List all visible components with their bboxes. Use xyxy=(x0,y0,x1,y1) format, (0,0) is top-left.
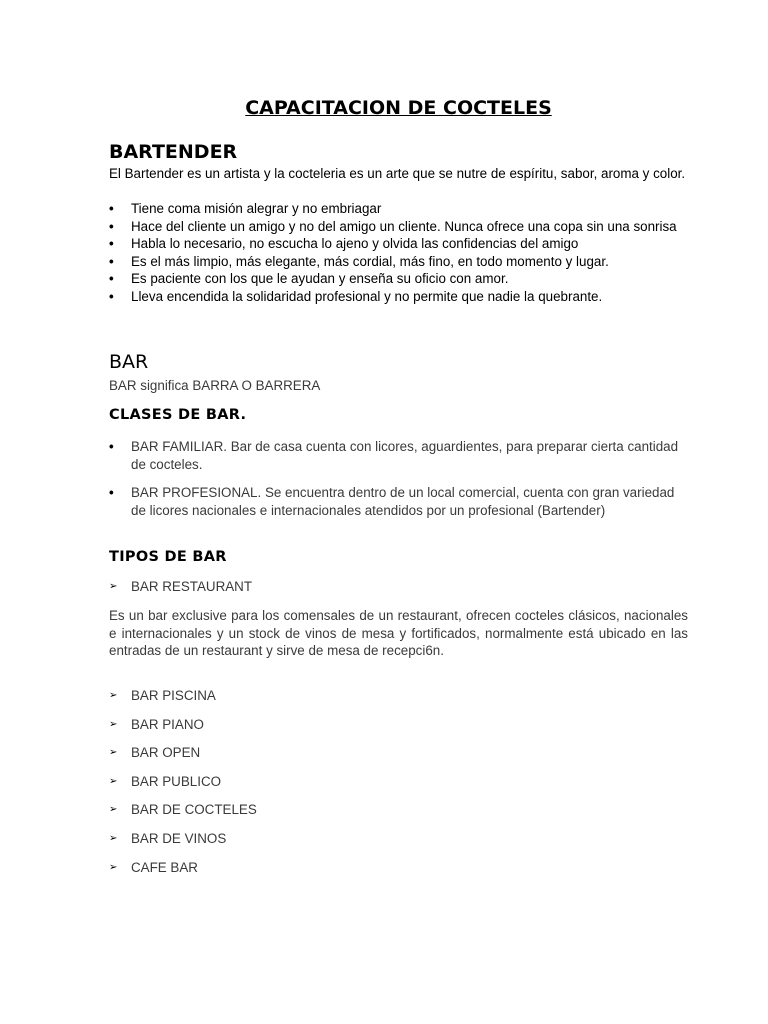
list-item: • Habla lo necesario, no escucha lo ajeno y olvida las confidencias del amigo xyxy=(109,236,579,252)
list-item: ➢ BAR DE COCTELES xyxy=(109,802,257,817)
bullet-icon: • xyxy=(109,218,114,234)
tipos-heading: TIPOS DE BAR xyxy=(109,549,227,565)
arrow-bullet-icon: ➢ xyxy=(109,581,118,592)
arrow-bullet-icon: ➢ xyxy=(109,833,118,844)
list-item: • Es paciente con los que le ayudan y enseña su oficio con amor. xyxy=(109,271,509,287)
list-item: ➢ BAR PUBLICO xyxy=(109,774,222,789)
bartender-bullet-list xyxy=(109,200,688,306)
clases-list xyxy=(109,438,688,530)
bartender-heading: BARTENDER xyxy=(109,141,238,163)
list-item: • Lleva encendida la solidaridad profesional y no permite que nadie la quebrante. xyxy=(109,288,603,304)
list-item: ➢ BAR DE VINOS xyxy=(109,831,227,846)
bar-heading: BAR xyxy=(109,351,149,373)
list-item: • Es el más limpio, más elegante, más cordial, más fino, en todo momento y lugar. xyxy=(109,253,609,269)
page-title: CAPACITACION DE COCTELES xyxy=(245,97,552,119)
bar-subtitle: BAR significa BARRA O BARRERA xyxy=(109,378,321,393)
list-item: • Hace del cliente un amigo y no del amigo un cliente. Nunca ofrece una copa sin una sonrisa xyxy=(109,218,677,234)
bartender-intro: El Bartender es un artista y la cocteleria es un arte que se nutre de espíritu, sabor, aroma y color. xyxy=(109,166,686,181)
arrow-bullet-icon: ➢ xyxy=(109,690,118,701)
bullet-icon: • xyxy=(109,485,114,501)
clases-heading: CLASES DE BAR. xyxy=(109,407,247,423)
bullet-icon: • xyxy=(109,439,114,454)
bullet-icon: • xyxy=(109,201,114,216)
list-item: • Tiene coma misión alegrar y no embriagar xyxy=(109,201,382,216)
list-item: ➢ BAR PISCINA xyxy=(109,688,216,703)
arrow-bullet-icon: ➢ xyxy=(109,862,118,873)
arrow-bullet-icon: ➢ xyxy=(109,776,118,787)
arrow-bullet-icon: ➢ xyxy=(109,804,118,815)
arrow-bullet-icon: ➢ xyxy=(109,719,118,730)
bullet-icon: • xyxy=(109,253,114,269)
arrow-bullet-icon: ➢ xyxy=(109,747,118,758)
list-item: ➢ CAFE BAR xyxy=(109,860,198,875)
list-item: ➢ BAR PIANO xyxy=(109,717,204,732)
list-item: ➢ BAR RESTAURANT xyxy=(109,579,253,594)
bullet-icon: • xyxy=(109,271,114,287)
list-item: • BAR FAMILIAR. Bar de casa cuenta con licores, aguardientes, para preparar cierta cantidad de cocteles. xyxy=(109,439,679,472)
bullet-icon: • xyxy=(109,288,114,304)
bar-restaurant-description: Es un bar exclusive para los comensales de un restaurant, ofrecen cocteles clásicos, nacionales e internacionales y un stock de vinos de mesa y fortificados, normalmente está ubicado en las entradas de un restaurant y sirve de mesa de recepci6n. xyxy=(109,608,688,659)
list-item: ➢ BAR OPEN xyxy=(109,745,201,760)
bullet-icon: • xyxy=(109,236,114,252)
list-item: • BAR PROFESIONAL. Se encuentra dentro de un local comercial, cuenta con gran variedad de licores nacionales e internacionales atendidos por un profesional (Bartender) xyxy=(109,485,675,518)
